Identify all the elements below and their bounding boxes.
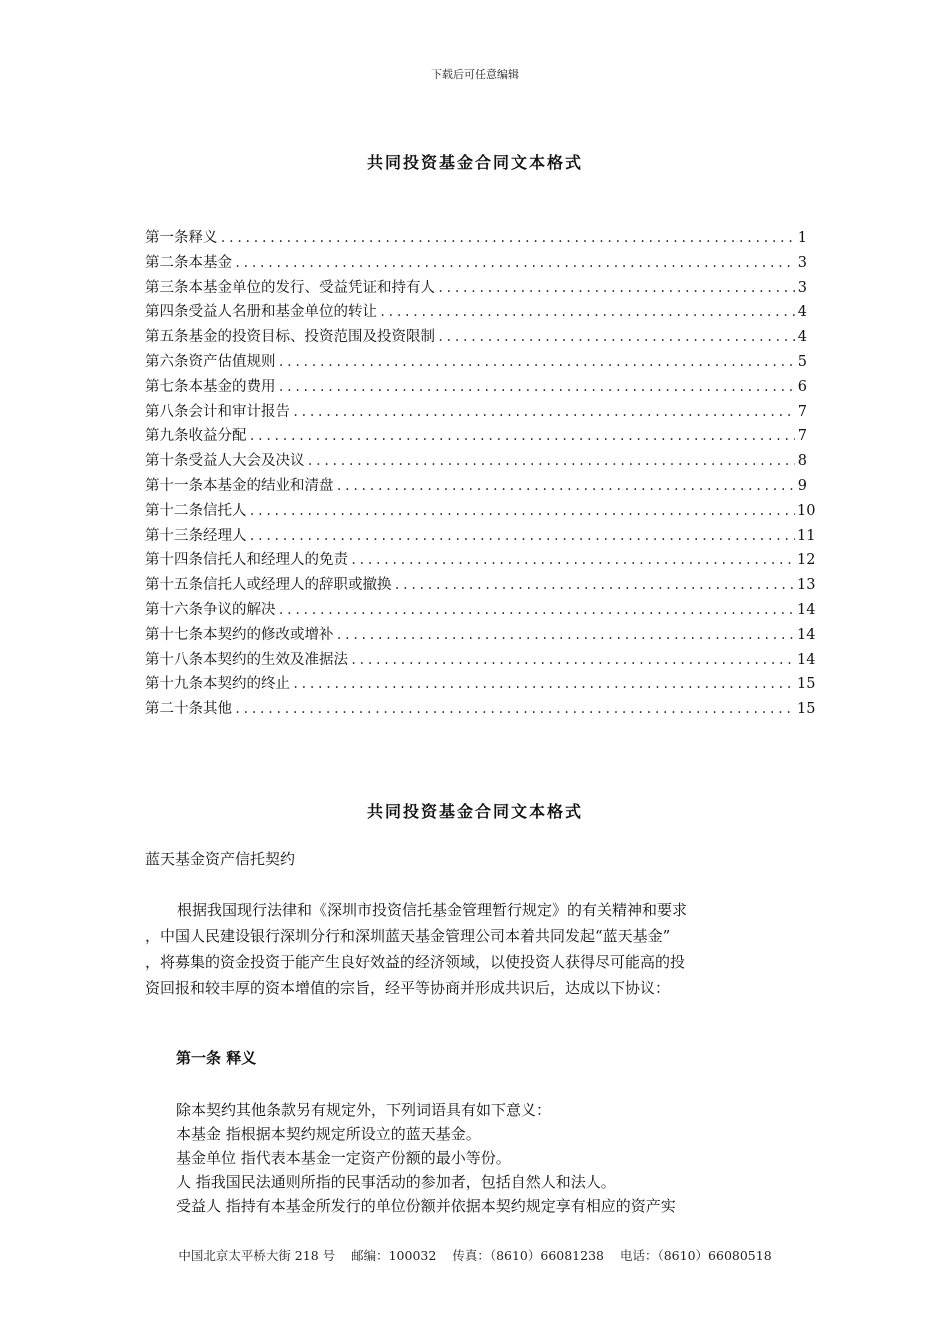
toc-article-number: 第十七条 — [145, 626, 203, 643]
toc-row[interactable] — [145, 623, 816, 648]
toc-page-number: 3 — [797, 254, 807, 271]
toc-article-number: 第十三条 — [145, 527, 203, 544]
toc-article-title: 本基金单位的发行、受益凭证和持有人 — [188, 279, 435, 296]
toc-leader-dots — [350, 653, 795, 667]
contract-subtitle: 蓝天基金资产信托契约 — [145, 850, 296, 868]
toc-row[interactable] — [145, 548, 816, 573]
toc-leader-dots — [350, 553, 795, 567]
toc-row[interactable] — [145, 672, 816, 697]
toc-article-number: 第五条 — [145, 329, 189, 346]
toc-article-number: 第八条 — [145, 403, 189, 420]
definition-item: 受益人 指持有本基金所发行的单位份额并依据本契约规定享有相应的资产实 — [176, 1197, 676, 1215]
toc-leader-dots — [394, 578, 796, 592]
toc-page-number: 11 — [797, 527, 816, 544]
toc-leader-dots — [379, 305, 795, 319]
toc-article-title: 其他 — [203, 701, 232, 718]
toc-article-title: 信托人或经理人的辞职或撤换 — [203, 577, 392, 594]
toc-page-number: 7 — [797, 428, 807, 445]
toc-article-number: 第二条 — [145, 254, 189, 271]
intro-line: 资回报和较丰厚的资本增值的宗旨，经平等协商并形成共识后，达成以下协议： — [145, 979, 671, 997]
toc-article-number: 第十条 — [145, 453, 189, 470]
toc-article-number: 第十五条 — [145, 577, 203, 594]
toc-article-title: 本契约的终止 — [203, 676, 290, 693]
toc-article-title: 争议的解决 — [203, 601, 276, 618]
toc-article-title: 基金的投资目标、投资范围及投资限制 — [188, 329, 435, 346]
toc-leader-dots — [336, 479, 796, 493]
toc-article-number: 第九条 — [145, 428, 189, 445]
toc-article-title: 本契约的修改或增补 — [203, 626, 334, 643]
definition-item: 人 指我国民法通则所指的民事活动的参加者，包括自然人和法人。 — [176, 1173, 616, 1191]
toc-leader-dots — [234, 256, 795, 270]
toc-leader-dots — [278, 380, 796, 394]
toc-row[interactable] — [145, 424, 807, 449]
toc-article-number: 第十四条 — [145, 552, 203, 569]
toc-page-number: 14 — [797, 626, 816, 643]
toc-page-number: 6 — [797, 378, 807, 395]
footer-fax: 传真：（8610）66081238 — [452, 1248, 604, 1263]
toc-article-title: 资产估值规则 — [188, 353, 276, 370]
definition-item: 除本契约其他条款另有规定外，下列词语具有如下意义： — [176, 1101, 552, 1119]
toc-article-title: 经理人 — [203, 527, 247, 544]
toc-page-number: 14 — [797, 651, 816, 668]
toc-leader-dots — [336, 628, 796, 642]
toc-row[interactable] — [145, 325, 807, 350]
toc-leader-dots — [220, 231, 796, 245]
toc-row[interactable] — [145, 226, 807, 251]
toc-row[interactable] — [145, 251, 807, 276]
header-note: 下载后可任意编辑 — [431, 68, 519, 81]
toc-leader-dots — [292, 677, 795, 691]
toc-row[interactable] — [145, 697, 816, 722]
toc-article-title: 信托人 — [203, 502, 247, 519]
intro-line: ，将募集的资金投资于能产生良好效益的经济领域，以使投资人获得尽可能高的投 — [145, 953, 686, 971]
page-footer — [0, 1246, 950, 1264]
toc-leader-dots — [437, 281, 795, 295]
toc-article-number: 第十一条 — [145, 477, 203, 494]
toc-row[interactable] — [145, 648, 816, 673]
toc-leader-dots — [234, 702, 795, 716]
toc-row[interactable] — [145, 573, 816, 598]
toc-article-title: 信托人和经理人的免责 — [203, 552, 348, 569]
toc-leader-dots — [249, 429, 796, 443]
toc-leader-dots — [278, 603, 796, 617]
toc-page-number: 10 — [797, 502, 816, 519]
toc-article-number: 第十九条 — [145, 676, 203, 693]
toc-article-title: 本基金的结业和清盘 — [203, 477, 334, 494]
footer-phone: 电话：（8610）66080518 — [619, 1248, 772, 1263]
toc-page-number: 4 — [797, 329, 807, 346]
toc-article-title: 释义 — [188, 230, 218, 246]
toc-article-number: 第三条 — [145, 279, 189, 296]
intro-line: 根据我国现行法律和《深圳市投资信托基金管理暂行规定》的有关精神和要求 — [177, 901, 688, 919]
toc-leader-dots — [249, 529, 796, 543]
section-title: 共同投资基金合同文本格式 — [366, 802, 583, 821]
toc-page-number: 5 — [797, 353, 807, 370]
toc-article-number: 第七条 — [145, 378, 189, 395]
toc-row[interactable] — [145, 449, 807, 474]
toc-article-title: 本基金的费用 — [188, 378, 276, 395]
toc-row[interactable] — [145, 276, 807, 301]
toc-row[interactable] — [145, 350, 807, 375]
document-title: 共同投资基金合同文本格式 — [366, 153, 583, 172]
toc-page-number: 13 — [797, 577, 816, 594]
toc-article-number: 第十二条 — [145, 502, 203, 519]
toc-article-title: 收益分配 — [188, 428, 247, 445]
toc-row[interactable] — [145, 375, 807, 400]
article-1-heading: 第一条 释义 — [176, 1049, 257, 1067]
toc-leader-dots — [249, 504, 796, 518]
toc-article-title: 会计和审计报告 — [188, 403, 290, 420]
toc-page-number: 15 — [797, 701, 816, 718]
toc-page-number: 15 — [797, 676, 816, 693]
footer-address: 中国北京太平桥大街 218 号 — [178, 1248, 336, 1263]
toc-row[interactable] — [145, 400, 807, 425]
toc-row[interactable] — [145, 598, 816, 623]
toc-row[interactable] — [145, 499, 816, 524]
toc-page-number: 8 — [797, 453, 807, 470]
toc-article-number: 第六条 — [145, 353, 189, 370]
toc-page-number: 7 — [797, 403, 807, 420]
toc-leader-dots — [437, 330, 795, 344]
toc-leader-dots — [292, 405, 795, 419]
definition-item: 本基金 指根据本契约规定所设立的蓝天基金。 — [176, 1125, 481, 1143]
definitions-list — [176, 1098, 676, 1218]
toc-article-title: 受益人大会及决议 — [188, 453, 305, 470]
toc-article-number: 第四条 — [145, 304, 189, 321]
toc-article-title: 本基金 — [188, 254, 232, 271]
toc-page-number: 14 — [797, 601, 816, 618]
toc-row[interactable] — [145, 300, 807, 325]
toc-row[interactable] — [145, 474, 807, 499]
toc-article-title: 受益人名册和基金单位的转让 — [188, 304, 377, 321]
definition-item: 基金单位 指代表本基金一定资产份额的最小等份。 — [176, 1149, 511, 1167]
intro-paragraph — [145, 897, 755, 1001]
toc-article-title: 本契约的生效及准据法 — [203, 651, 348, 668]
toc-row[interactable] — [145, 524, 816, 549]
table-of-contents — [145, 226, 816, 722]
toc-article-number: 第十六条 — [145, 601, 203, 618]
toc-page-number: 4 — [797, 304, 807, 321]
toc-article-number: 第二十条 — [145, 701, 203, 718]
toc-article-number: 第一条 — [145, 230, 189, 246]
intro-line: ，中国人民建设银行深圳分行和深圳蓝天基金管理公司本着共同发起“蓝天基金” — [145, 927, 671, 945]
toc-article-number: 第十八条 — [145, 651, 203, 668]
toc-page-number: 1 — [797, 230, 807, 246]
toc-page-number: 3 — [797, 279, 807, 296]
toc-leader-dots — [307, 454, 796, 468]
toc-page-number: 12 — [797, 552, 816, 569]
toc-page-number: 9 — [797, 477, 807, 494]
footer-postcode: 邮编：100032 — [351, 1248, 437, 1263]
toc-leader-dots — [278, 355, 796, 369]
